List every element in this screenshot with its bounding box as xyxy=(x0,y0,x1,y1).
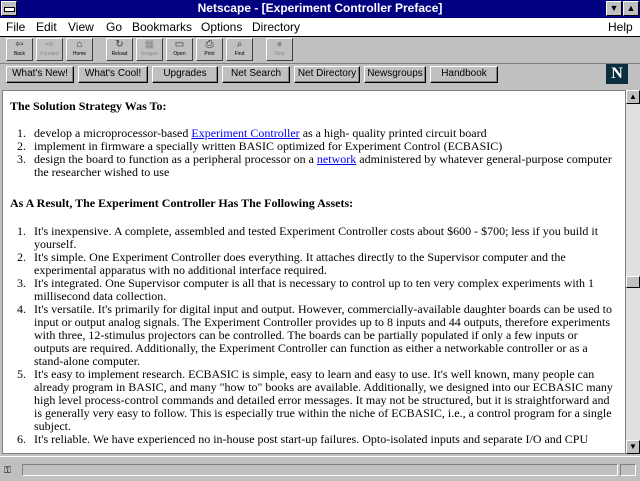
menu-help[interactable]: Help xyxy=(608,20,633,34)
menu-file[interactable]: File xyxy=(6,20,26,34)
security-key-icon: ⚿ xyxy=(4,465,11,475)
forward-button[interactable]: ⇨ Forward xyxy=(36,38,63,61)
whats-new-button[interactable]: What's New! xyxy=(6,66,74,83)
stop-icon: ● xyxy=(276,39,283,50)
scroll-thumb[interactable] xyxy=(626,276,640,288)
list-item: 1. develop a microprocessor-based Experiment Controller as a high- quality printed circuit board xyxy=(17,126,487,140)
menu-bookmarks[interactable]: Bookmarks xyxy=(132,20,193,34)
stop-button[interactable]: ● Stop xyxy=(266,38,293,61)
list-item: 2. implement in firmware a specially written BASIC optimized for Experiment Control (ECBASIC) xyxy=(17,139,503,153)
upgrades-button[interactable]: Upgrades xyxy=(152,66,218,83)
handbook-button[interactable]: Handbook xyxy=(430,66,498,83)
images-button[interactable]: ▦ Images xyxy=(136,38,163,61)
section-heading: The Solution Strategy Was To: xyxy=(10,99,167,113)
title-bar xyxy=(0,0,640,18)
menu-directory[interactable]: Directory xyxy=(252,20,301,34)
print-icon: ⎙ xyxy=(205,39,214,50)
netscape-logo-icon: N xyxy=(606,64,628,84)
toolbar xyxy=(0,37,640,64)
menu-options[interactable]: Options xyxy=(201,20,243,34)
menu-edit[interactable]: Edit xyxy=(36,20,57,34)
page-content xyxy=(2,90,626,454)
reload-button[interactable]: ↻ Reload xyxy=(106,38,133,61)
experiment-controller-link[interactable]: Experiment Controller xyxy=(191,126,300,140)
assets-list xyxy=(3,225,615,446)
status-message xyxy=(22,464,618,476)
minimize-button[interactable]: ▼ xyxy=(606,1,622,16)
directory-bar xyxy=(0,64,640,84)
strategy-list xyxy=(3,127,615,179)
open-icon: ▭ xyxy=(174,39,185,50)
list-item: 4. It's versatile. It's primarily for digital input and output. However, commercially-available daughter boards can be used to input or output analog signals. The Experiment Controller provides up to 8 inputs and 44 outputs, therefore experiments with three, 12-stimulus projectors can be controlled. The boards can be partially populated if only a few inputs or outputs are required. Additionally, the Experiment Controller can function as either a networkable controller or as a stand-alone computer. xyxy=(17,302,612,368)
list-item: 5. It's easy to implement research. ECBASIC is simple, easy to learn and easy to use. It's well known, many people can already program in BASIC, and many "how to" books are available. Additionally, we designed into our ECBASIC many high level process-control commands and detailed error messages. It may not be structured, but it is straightforward and is generally very easy to follow. This is especially true within the niche of ECBASIC, i.e., a control program for a single subject. xyxy=(17,367,613,433)
find-button[interactable]: ⌕ Find xyxy=(226,38,253,61)
list-item: 3. design the board to function as a peripheral processor on a network administered by whatever general-purpose computer the researcher wished to use xyxy=(17,152,612,179)
print-button[interactable]: ⎙ Print xyxy=(196,38,223,61)
reload-icon: ↻ xyxy=(115,39,124,50)
scroll-up-button[interactable]: ▲ xyxy=(626,90,640,104)
menu-bar xyxy=(0,18,640,37)
scroll-down-button[interactable]: ▼ xyxy=(626,440,640,454)
back-icon: ⇦ xyxy=(15,39,24,50)
net-directory-button[interactable]: Net Directory xyxy=(294,66,360,83)
menu-view[interactable]: View xyxy=(68,20,94,34)
newsgroups-button[interactable]: Newsgroups xyxy=(364,66,426,83)
forward-icon: ⇨ xyxy=(45,39,54,50)
whats-cool-button[interactable]: What's Cool! xyxy=(78,66,148,83)
list-item: 6. It's reliable. We have experienced no in-house post start-up failures. Opto-isolated inputs and separate I/O and CPU xyxy=(17,432,589,446)
network-link[interactable]: network xyxy=(316,152,357,166)
maximize-button[interactable]: ▲ xyxy=(623,1,639,16)
vertical-scrollbar[interactable] xyxy=(626,90,640,454)
list-item: 1. It's inexpensive. A complete, assembled and tested Experiment Controller costs about $600 - $700; less if you build it yourself. xyxy=(17,224,599,251)
list-item: 3. It's integrated. One Supervisor computer is all that is necessary to control up to ten very complex experiments with 1 millisecond data collection. xyxy=(17,276,595,303)
find-icon: ⌕ xyxy=(236,39,243,50)
list-item: 2. It's simple. One Experiment Controller does everything. It attaches directly to the Supervisor computer and the experimental apparatus with no additional interface required. xyxy=(17,250,566,277)
section-heading: As A Result, The Experiment Controller Has The Following Assets: xyxy=(10,196,354,210)
window-title: Netscape - [Experiment Controller Preface] xyxy=(197,1,443,15)
menu-go[interactable]: Go xyxy=(106,20,123,34)
home-icon: ⌂ xyxy=(76,39,83,50)
status-bar xyxy=(0,456,640,481)
status-indicator xyxy=(620,464,636,476)
net-search-button[interactable]: Net Search xyxy=(222,66,290,83)
back-button[interactable]: ⇦ Back xyxy=(6,38,33,61)
open-button[interactable]: ▭ Open xyxy=(166,38,193,61)
home-button[interactable]: ⌂ Home xyxy=(66,38,93,61)
images-icon: ▦ xyxy=(144,39,155,50)
